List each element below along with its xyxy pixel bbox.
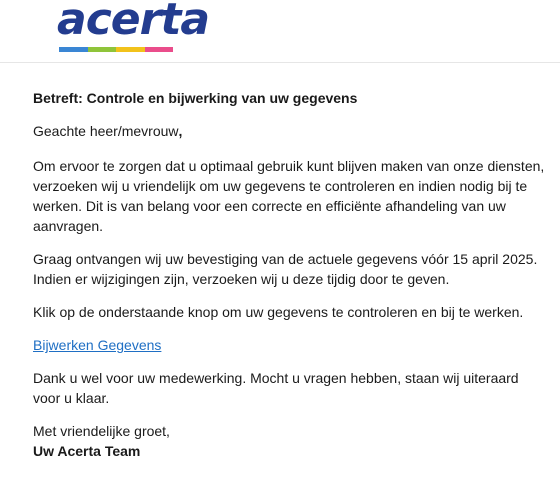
header-divider — [0, 62, 560, 63]
signature: Uw Acerta Team — [33, 443, 141, 459]
salutation-comma: , — [178, 123, 183, 139]
salutation — [33, 121, 545, 141]
email-subject: Betreft: Controle en bijwerking van uw gegevens — [33, 90, 358, 106]
update-data-link[interactable]: Bijwerken Gegevens — [33, 337, 162, 353]
paragraph-instruction: Klik op de onderstaande knop om uw gegevens te controleren en bij te werken. — [33, 304, 524, 320]
closing-greeting: Met vriendelijke groet, — [33, 423, 170, 439]
logo-wordmark: acerta — [57, 0, 210, 45]
logo-color-stripe — [59, 47, 173, 52]
paragraph-deadline: Graag ontvangen wij uw bevestiging van de actuele gegevens vóór 15 april 2025. Indien er wijzigingen zijn, verzoeken wij u deze tijdig door te geven. — [33, 251, 538, 287]
paragraph-intro: Om ervoor te zorgen dat u optimaal gebruik kunt blijven maken van onze diensten, verzoeken wij u vriendelijk om uw gegevens te controleren en indien nodig bij te werken. Dit is van belang voor een correcte en efficiënte afhandeling van uw aanvragen. — [33, 158, 545, 234]
logo-stripe-blue — [59, 47, 88, 52]
paragraph-thanks: Dank u wel voor uw medewerking. Mocht u vragen hebben, staan wij uiteraard voor u klaar. — [33, 370, 519, 406]
acerta-logo — [57, 0, 210, 60]
email-body — [33, 88, 545, 461]
salutation-text: Geachte heer/mevrouw — [33, 123, 179, 139]
logo-stripe-yellow — [116, 47, 145, 52]
logo-stripe-green — [88, 47, 117, 52]
logo-stripe-pink — [145, 47, 174, 52]
